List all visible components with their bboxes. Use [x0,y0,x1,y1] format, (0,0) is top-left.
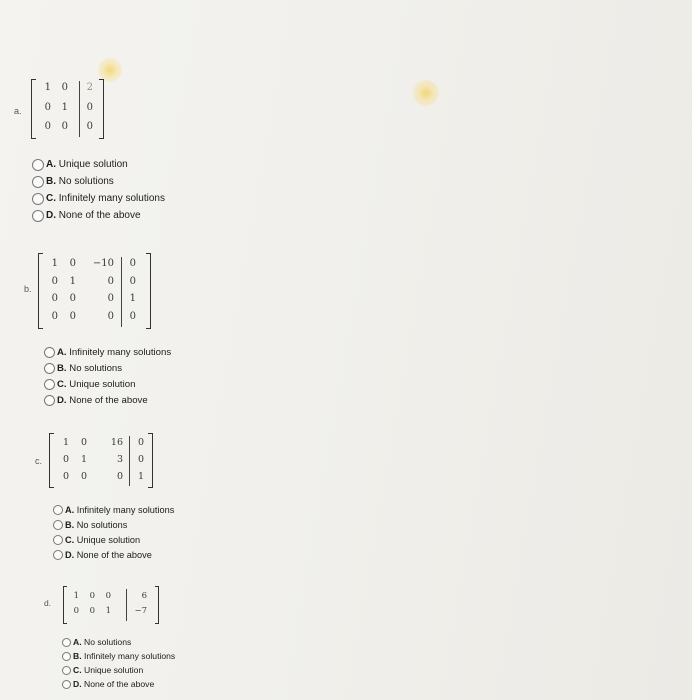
radio-button[interactable] [53,520,63,530]
option-letter: A. [65,504,75,515]
option-text: No solutions [69,362,123,374]
matrix-cell: 1 [51,258,58,269]
option-letter: C. [46,193,56,204]
option-text: Unique solution [83,665,144,675]
option-letter: C. [73,665,82,675]
option-letter: B. [73,651,82,661]
option-letter: B. [65,519,75,530]
radio-button[interactable] [44,363,55,374]
matrix-cell: 0 [69,311,76,322]
radio-button[interactable] [53,505,63,515]
option-b[interactable] [62,649,175,663]
radio-button[interactable] [44,379,55,390]
matrix-cell: 6 [141,591,147,601]
radio-button[interactable] [44,347,55,358]
problem-label: c. [35,456,43,466]
matrix-cell: 0 [107,293,114,304]
matrix-cell: 0 [51,293,58,304]
option-d[interactable] [32,207,165,224]
option-text: Infinitely many solutions [69,346,172,358]
matrix-cell: 0 [62,471,69,482]
matrix-cell: 0 [73,606,79,616]
right-bracket [99,79,104,139]
option-letter: D. [73,679,82,689]
option-c[interactable] [53,532,174,547]
option-d[interactable] [44,392,171,408]
option-letter: A. [73,637,82,647]
option-letter: D. [65,549,75,560]
option-b[interactable] [44,360,171,376]
right-bracket [146,253,151,329]
augmented-matrix [38,253,151,329]
option-text: None of the above [76,549,152,560]
option-text: Unique solution [69,378,136,390]
matrix-cell: 1 [61,102,68,113]
option-text: Infinitely many solutions [76,504,175,515]
matrix-cell: 1 [137,471,144,482]
matrix-cell: 16 [110,437,123,448]
radio-button[interactable] [44,395,55,406]
option-c[interactable] [32,190,165,207]
radio-button[interactable] [62,652,71,661]
option-text: None of the above [69,394,148,406]
radio-button[interactable] [32,176,44,188]
left-bracket [31,79,36,139]
matrix-cell: 1 [129,293,136,304]
matrix-cell: 0 [137,437,144,448]
matrix-cell: 0 [137,454,144,465]
answer-options [44,344,171,408]
problem-label: d. [44,598,52,608]
left-bracket [49,433,54,488]
option-letter: B. [46,176,56,187]
matrix-cell: 0 [44,121,51,132]
matrix-cell: 0 [105,591,111,601]
radio-button[interactable] [62,638,71,647]
matrix-cell: 0 [44,102,51,113]
matrix-cell: 0 [62,454,69,465]
option-text: No solutions [76,519,128,530]
matrix-cell: 0 [116,471,123,482]
option-d[interactable] [62,677,175,691]
matrix-cell: −10 [92,258,114,269]
matrix-cell: 1 [80,454,87,465]
augment-bar [126,589,127,621]
answer-options [32,156,165,224]
radio-button[interactable] [32,193,44,205]
option-b[interactable] [53,517,174,532]
option-text: Infinitely many solutions [83,651,176,661]
matrix-cell: 0 [69,293,76,304]
matrix-cell: 0 [107,276,114,287]
option-a[interactable] [32,156,165,173]
matrix-cell: 0 [61,82,68,93]
option-text: None of the above [58,210,141,221]
matrix-cell: 0 [80,437,87,448]
matrix-cell: 0 [89,606,95,616]
option-text: Infinitely many solutions [58,193,165,204]
matrix-cell: 1 [44,82,51,93]
option-c[interactable] [62,663,175,677]
matrix-cell: 2 [86,82,93,93]
problem-label: a. [14,106,22,116]
matrix-cell: 1 [62,437,69,448]
left-bracket [38,253,43,329]
option-text: No solutions [58,176,114,187]
augmented-matrix [63,586,159,624]
radio-button[interactable] [32,210,44,222]
matrix-cell: 1 [105,606,111,616]
option-b[interactable] [32,173,165,190]
radio-button[interactable] [62,666,71,675]
option-d[interactable] [53,547,174,562]
radio-button[interactable] [62,680,71,689]
matrix-cell: 0 [51,311,58,322]
radio-button[interactable] [53,550,63,560]
option-text: Unique solution [58,159,128,170]
augmented-matrix [49,433,153,488]
option-c[interactable] [44,376,171,392]
matrix-cell: 0 [129,311,136,322]
matrix-cell: 0 [80,471,87,482]
augment-bar [129,436,130,486]
option-letter: B. [57,362,67,374]
problem-label: b. [24,284,32,294]
answer-options [53,502,174,562]
radio-button[interactable] [32,159,44,171]
matrix-cell: 0 [51,276,58,287]
matrix-cell: 0 [129,258,136,269]
matrix-cell: 1 [73,591,79,601]
augmented-matrix [31,79,104,139]
answer-options [62,635,175,691]
option-letter: A. [46,159,56,170]
matrix-cell: −7 [134,606,147,616]
right-bracket [155,586,159,624]
option-text: Unique solution [76,534,141,545]
matrix-cell: 0 [61,121,68,132]
option-letter: C. [57,378,67,390]
option-a[interactable] [44,344,171,360]
glare-spot [413,80,439,106]
augment-bar [121,257,122,327]
matrix-cell: 0 [107,311,114,322]
option-text: None of the above [83,679,155,689]
matrix-cell: 0 [86,102,93,113]
option-a[interactable] [62,635,175,649]
matrix-cell: 0 [86,121,93,132]
matrix-cell: 0 [129,276,136,287]
option-letter: D. [57,394,67,406]
option-letter: D. [46,210,56,221]
radio-button[interactable] [53,535,63,545]
matrix-cell: 0 [69,258,76,269]
option-letter: A. [57,346,67,358]
option-letter: C. [65,534,75,545]
right-bracket [148,433,153,488]
matrix-cell: 0 [89,591,95,601]
matrix-cell: 1 [69,276,76,287]
augment-bar [79,81,80,137]
matrix-cell: 3 [116,454,123,465]
left-bracket [63,586,67,624]
option-text: No solutions [83,637,132,647]
option-a[interactable] [53,502,174,517]
